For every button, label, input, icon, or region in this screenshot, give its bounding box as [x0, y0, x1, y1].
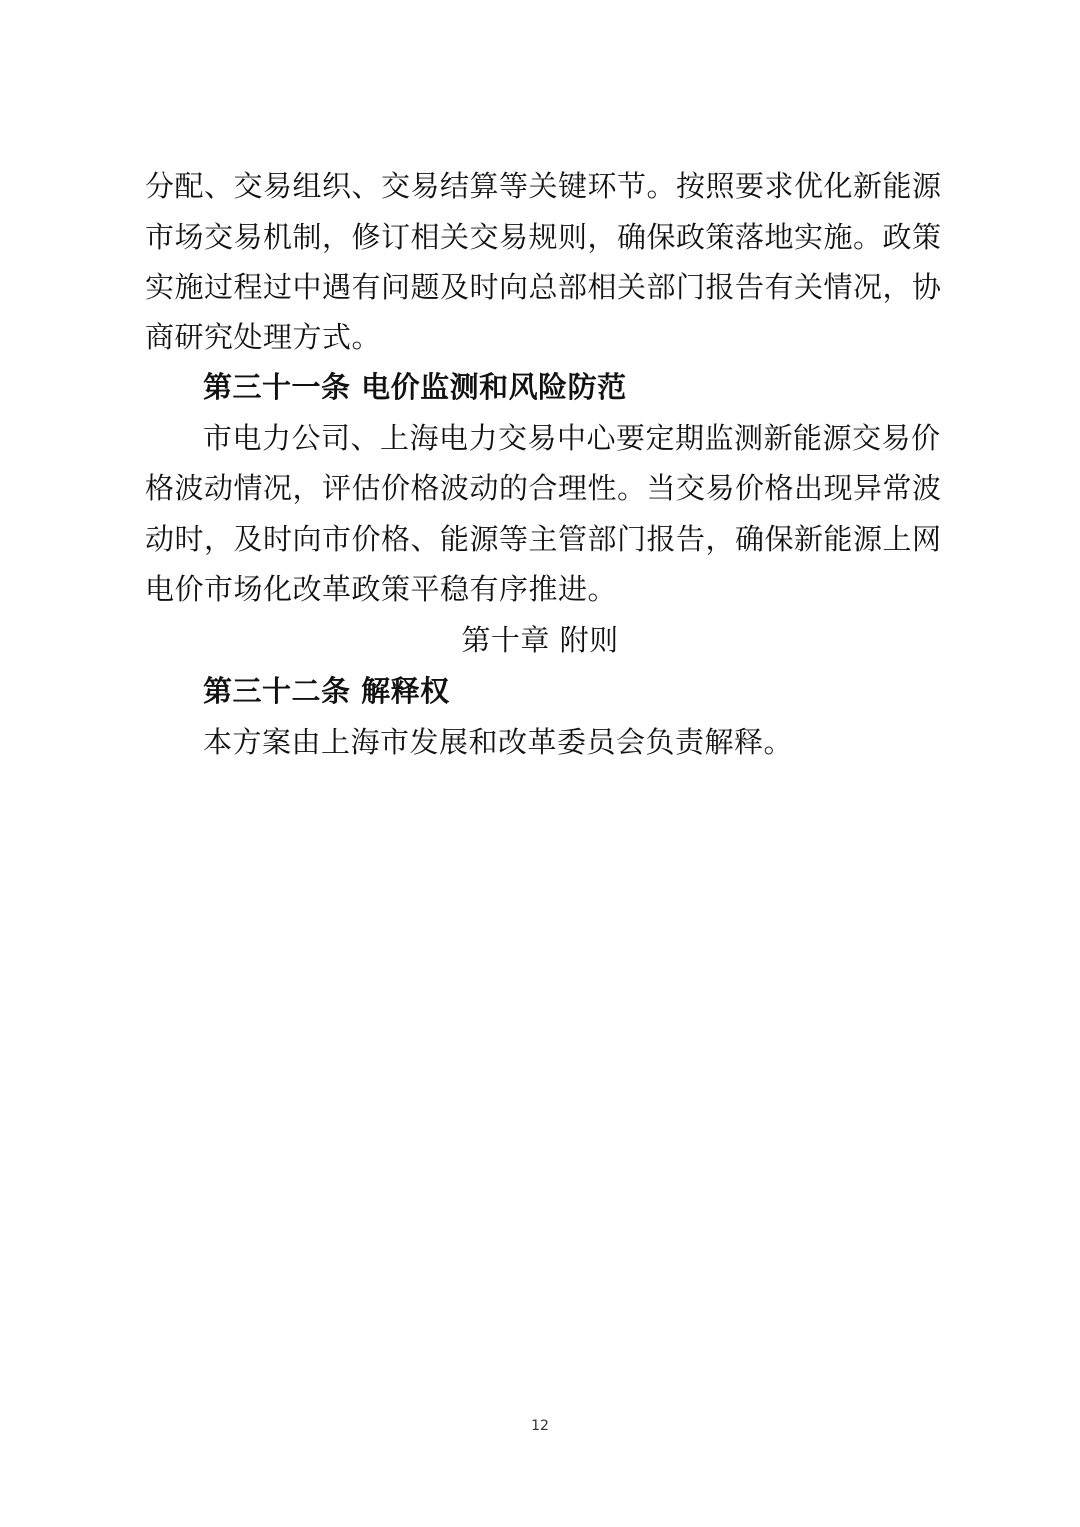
- article-32-line-1: 本方案由上海市发展和改革委员会负责解释。: [203, 725, 794, 759]
- article-31-line-1: 市电力公司、上海电力交易中心要定期监测新能源交易价: [203, 421, 941, 455]
- article-32-heading: 第三十二条 解释权: [203, 674, 450, 708]
- article-31-line-3: 动时，及时向市价格、能源等主管部门报告，确保新能源上网: [145, 522, 942, 556]
- article-31-line-4: 电价市场化改革政策平稳有序推进。: [145, 572, 618, 606]
- article-31-line-2: 格波动情况，评估价格波动的合理性。当交易价格出现异常波: [145, 471, 942, 505]
- article-31-heading: 第三十一条 电价监测和风险防范: [203, 370, 627, 404]
- paragraph-1-line-2: 市场交易机制，修订相关交易规则，确保政策落地实施。政策: [145, 220, 942, 254]
- chapter-10-title: 第十章 附则: [461, 623, 619, 657]
- paragraph-1-line-1: 分配、交易组织、交易结算等关键环节。按照要求优化新能源: [145, 169, 942, 203]
- page-number: 12: [531, 1418, 549, 1434]
- paragraph-1-line-3: 实施过程过中遇有问题及时向总部相关部门报告有关情况，协: [145, 270, 942, 304]
- paragraph-1-line-4: 商研究处理方式。: [145, 320, 382, 354]
